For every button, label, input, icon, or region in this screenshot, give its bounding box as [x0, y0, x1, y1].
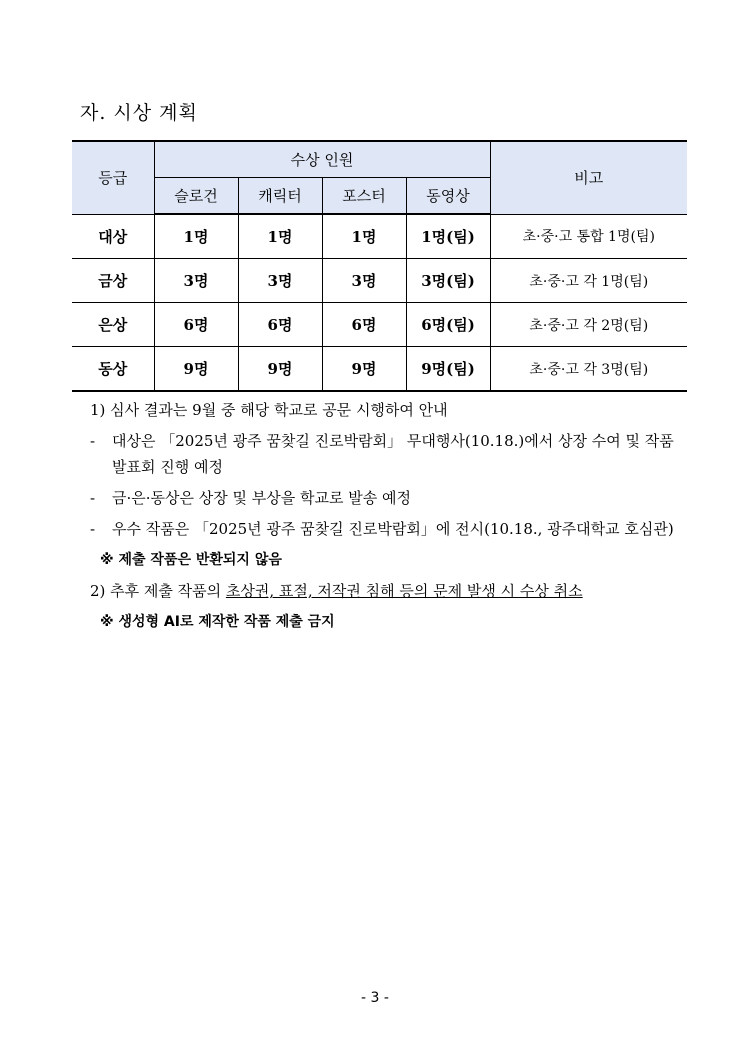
section-heading: 자. 시상 계획: [80, 102, 198, 124]
grade-cell: 대상: [72, 214, 154, 259]
grade-cell: 금상: [72, 259, 154, 303]
note-item-2: [90, 581, 690, 601]
count-cell: 3명: [238, 259, 322, 303]
count-cell: 6명: [154, 303, 238, 347]
note-sub-1-line-1: 대상은 「2025년 광주 꿈찾길 진로박람회」 무대행사(10.18.)에서 상장 수여 및 작품: [112, 432, 674, 450]
note-sub-2: [90, 488, 690, 508]
grade-cell: 은상: [72, 303, 154, 347]
header-slogan: 슬로건: [154, 178, 238, 215]
note-sub-3: [90, 519, 690, 539]
header-note: 비고: [490, 141, 687, 214]
header-video: 동영상: [406, 178, 490, 215]
count-cell: 6명(팀): [406, 303, 490, 347]
grade-cell: 동상: [72, 347, 154, 392]
note-sub-1: [90, 431, 690, 477]
header-character: 캐릭터: [238, 178, 322, 215]
remark-ai-prohibited: ※ 생성형 AI로 제작한 작품 제출 금지: [100, 614, 335, 630]
page-number: - 3 -: [361, 990, 389, 1006]
note-cell: 초·중·고 통합 1명(팀): [490, 214, 687, 259]
count-cell: 9명(팀): [406, 347, 490, 392]
note-sub-2-text: 금·은·동상은 상장 및 부상을 학교로 발송 예정: [112, 489, 411, 507]
count-cell: 3명: [154, 259, 238, 303]
count-cell: 9명: [322, 347, 406, 392]
table-row: [72, 214, 687, 259]
table-row: [72, 259, 687, 303]
count-cell: 3명: [322, 259, 406, 303]
header-poster: 포스터: [322, 178, 406, 215]
notes-section: [90, 400, 690, 643]
header-grade: 등급: [72, 141, 154, 214]
count-cell: 1명: [238, 214, 322, 259]
count-cell: 9명: [238, 347, 322, 392]
count-cell: 6명: [322, 303, 406, 347]
table-row: [72, 347, 687, 392]
note-cell: 초·중·고 각 1명(팀): [490, 259, 687, 303]
count-cell: 6명: [238, 303, 322, 347]
note-item-2-prefix: 2) 추후 제출 작품의: [90, 582, 226, 600]
header-award-count: 수상 인원: [154, 141, 490, 178]
remark-not-returned: ※ 제출 작품은 반환되지 않음: [100, 552, 282, 568]
count-cell: 1명: [322, 214, 406, 259]
note-cell: 초·중·고 각 2명(팀): [490, 303, 687, 347]
dash-marker: -: [90, 489, 96, 507]
note-item-2-underlined: 초상권, 표절, 저작권 침해 등의 문제 발생 시 수상 취소: [225, 582, 583, 600]
dash-marker: -: [90, 432, 96, 450]
count-cell: 3명(팀): [406, 259, 490, 303]
note-cell: 초·중·고 각 3명(팀): [490, 347, 687, 392]
count-cell: 9명: [154, 347, 238, 392]
count-cell: 1명: [154, 214, 238, 259]
award-plan-table: [72, 140, 687, 392]
note-sub-3-text: 우수 작품은 「2025년 광주 꿈찾길 진로박람회」에 전시(10.18., 광주대학교 호심관): [112, 520, 674, 538]
table-row: [72, 303, 687, 347]
note-item-1: 1) 심사 결과는 9월 중 해당 학교로 공문 시행하여 안내: [90, 401, 448, 419]
note-sub-1-line-2: 발표회 진행 예정: [112, 458, 223, 476]
count-cell: 1명(팀): [406, 214, 490, 259]
dash-marker: -: [90, 520, 96, 538]
